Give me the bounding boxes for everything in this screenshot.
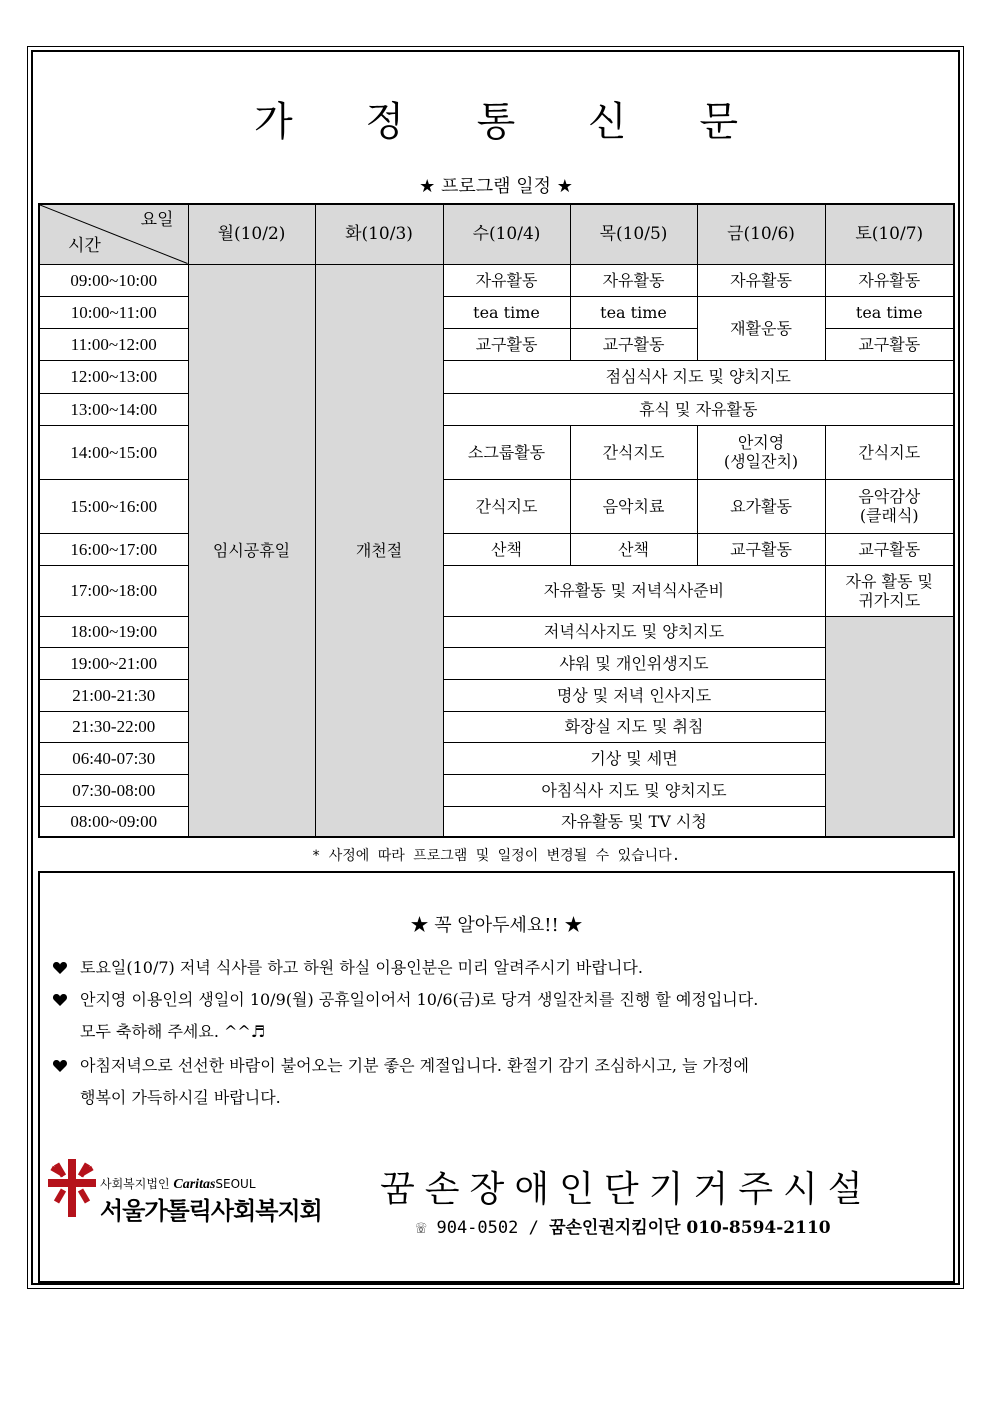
day-header: 목(10/5): [570, 204, 697, 264]
activity-cell: 아침식사 지도 및 양치지도: [443, 774, 825, 806]
activity-cell: 샤워 및 개인위생지도: [443, 647, 825, 679]
time-cell: 06:40-07:30: [39, 742, 188, 774]
cell-line: 음악감상: [858, 487, 921, 506]
activity-cell: 기상 및 세면: [443, 742, 825, 774]
time-cell: 13:00~14:00: [39, 393, 188, 425]
activity-cell: 교구활동: [570, 328, 697, 360]
table-row: [39, 533, 954, 565]
day-header: 화(10/3): [315, 204, 443, 264]
time-cell: 17:00~18:00: [39, 565, 188, 616]
notice-text: 모두 축하해 주세요. ^^♬: [80, 1022, 266, 1041]
caritas-cross-icon: [48, 1159, 96, 1217]
activity-cell: 간식지도: [570, 425, 697, 479]
activity-cell: [697, 425, 825, 479]
tuesday-holiday-cell: 개천절: [315, 264, 443, 837]
logo-suffix: SEOUL: [215, 1177, 256, 1191]
activity-cell: 교구활동: [825, 533, 954, 565]
notice-text: 토요일(10/7) 저녁 식사를 하고 하원 하실 이용인분은 미리 알려주시기 바랍니다.: [80, 958, 643, 977]
activity-cell: 산책: [443, 533, 570, 565]
table-row: [39, 806, 954, 837]
heart-icon: [52, 1058, 68, 1074]
notice-title: ★ 꼭 알아두세요!! ★: [410, 915, 583, 936]
time-cell: 21:00-21:30: [39, 679, 188, 711]
table-row: [39, 479, 954, 533]
activity-cell: 재활운동: [697, 296, 825, 360]
activity-cell: tea time: [443, 296, 570, 328]
saturday-empty-cell: [825, 616, 954, 837]
activity-cell: 요가활동: [697, 479, 825, 533]
day-header: 금(10/6): [697, 204, 825, 264]
heart-icon: [52, 992, 68, 1008]
time-cell: 07:30-08:00: [39, 774, 188, 806]
corner-cell: [39, 204, 188, 264]
activity-cell: 소그룹활동: [443, 425, 570, 479]
notice-item: [52, 1050, 912, 1114]
table-row: [39, 360, 954, 393]
time-cell: 08:00~09:00: [39, 806, 188, 837]
schedule-subtitle: ★ 프로그램 일정 ★: [419, 176, 573, 197]
caritas-logo: [48, 1159, 348, 1229]
cell-line: (생일잔치): [723, 452, 799, 471]
logo-brand: Caritas: [173, 1177, 216, 1192]
time-cell: 10:00~11:00: [39, 296, 188, 328]
activity-cell: 교구활동: [443, 328, 570, 360]
cell-line: 안지영: [737, 433, 785, 452]
activity-cell: 자유활동 및 저녁식사준비: [443, 565, 825, 616]
activity-cell: 간식지도: [443, 479, 570, 533]
day-header: 토(10/7): [825, 204, 954, 264]
activity-cell: 자유활동 및 TV 시청: [443, 806, 825, 837]
activity-cell: 화장실 지도 및 취침: [443, 711, 825, 742]
activity-cell: 점심식사 지도 및 양치지도: [443, 360, 954, 393]
phone-number: ☏ 904-0502 /: [416, 1218, 539, 1238]
activity-cell: [825, 479, 954, 533]
corner-time-label: 시간: [68, 235, 101, 256]
activity-cell: 자유활동: [570, 264, 697, 296]
activity-cell: 음악치료: [570, 479, 697, 533]
activity-cell: 명상 및 저녁 인사지도: [443, 679, 825, 711]
page-title: 가 정 통 신 문: [253, 99, 769, 145]
day-header: 월(10/2): [188, 204, 315, 264]
activity-cell: [825, 565, 954, 616]
table-row: [39, 711, 954, 742]
activity-cell: 간식지도: [825, 425, 954, 479]
notice-item: [52, 952, 912, 984]
schedule-table: [38, 203, 955, 838]
table-row: [39, 565, 954, 616]
facility-name: 꿈손장애인단기거주시설: [380, 1169, 873, 1210]
time-cell: 14:00~15:00: [39, 425, 188, 479]
notice-box: [38, 871, 955, 1283]
time-cell: 19:00~21:00: [39, 647, 188, 679]
schedule-change-note: * 사정에 따라 프로그램 및 일정이 변경될 수 있습니다.: [311, 848, 681, 864]
cell-line: 자유 활동 및: [845, 571, 933, 591]
table-row: [39, 393, 954, 425]
activity-cell: 산책: [570, 533, 697, 565]
table-row: [39, 425, 954, 479]
activity-cell: tea time: [570, 296, 697, 328]
notice-text: 행복이 가득하시길 바랍니다.: [80, 1088, 281, 1107]
notice-text: 안지영 이용인의 생일이 10/9(월) 공휴일이어서 10/6(금)로 당겨 생일잔치를 진행 할 예정입니다.: [80, 990, 759, 1009]
activity-cell: 휴식 및 자유활동: [443, 393, 954, 425]
time-cell: 15:00~16:00: [39, 479, 188, 533]
monday-holiday-cell: 임시공휴일: [188, 264, 315, 837]
notice-text: 아침저녁으로 선선한 바람이 불어오는 기분 좋은 계절입니다. 환절기 감기 조심하시고, 늘 가정에: [80, 1056, 749, 1075]
time-cell: 16:00~17:00: [39, 533, 188, 565]
logo-prefix: 사회복지법인: [100, 1177, 170, 1191]
activity-cell: 자유활동: [825, 264, 954, 296]
time-cell: 21:30-22:00: [39, 711, 188, 742]
activity-cell: 교구활동: [697, 533, 825, 565]
cell-line: 귀가지도: [858, 590, 921, 610]
activity-cell: 저녁식사지도 및 양치지도: [443, 616, 825, 647]
time-cell: 11:00~12:00: [39, 328, 188, 360]
table-row: [39, 616, 954, 647]
notice-item: [52, 984, 912, 1048]
day-header: 수(10/4): [443, 204, 570, 264]
activity-cell: tea time: [825, 296, 954, 328]
cell-line: (클래식): [859, 506, 919, 525]
table-row: [39, 296, 954, 328]
contact-line: [416, 1213, 831, 1238]
table-row: [39, 774, 954, 806]
time-cell: 12:00~13:00: [39, 360, 188, 393]
table-row: [39, 742, 954, 774]
activity-cell: 교구활동: [825, 328, 954, 360]
activity-cell: 자유활동: [697, 264, 825, 296]
activity-cell: 자유활동: [443, 264, 570, 296]
rights-team-contact: 꿈손인권지킴이단 010-8594-2110: [549, 1218, 831, 1238]
time-cell: 09:00~10:00: [39, 264, 188, 296]
table-row: [39, 679, 954, 711]
table-row: [39, 647, 954, 679]
logo-name: 서울가톨릭사회복지회: [100, 1197, 322, 1225]
corner-day-label: 요일: [140, 210, 174, 230]
heart-icon: [52, 960, 68, 976]
table-header-row: [39, 204, 954, 264]
time-cell: 18:00~19:00: [39, 616, 188, 647]
table-row: [39, 264, 954, 296]
